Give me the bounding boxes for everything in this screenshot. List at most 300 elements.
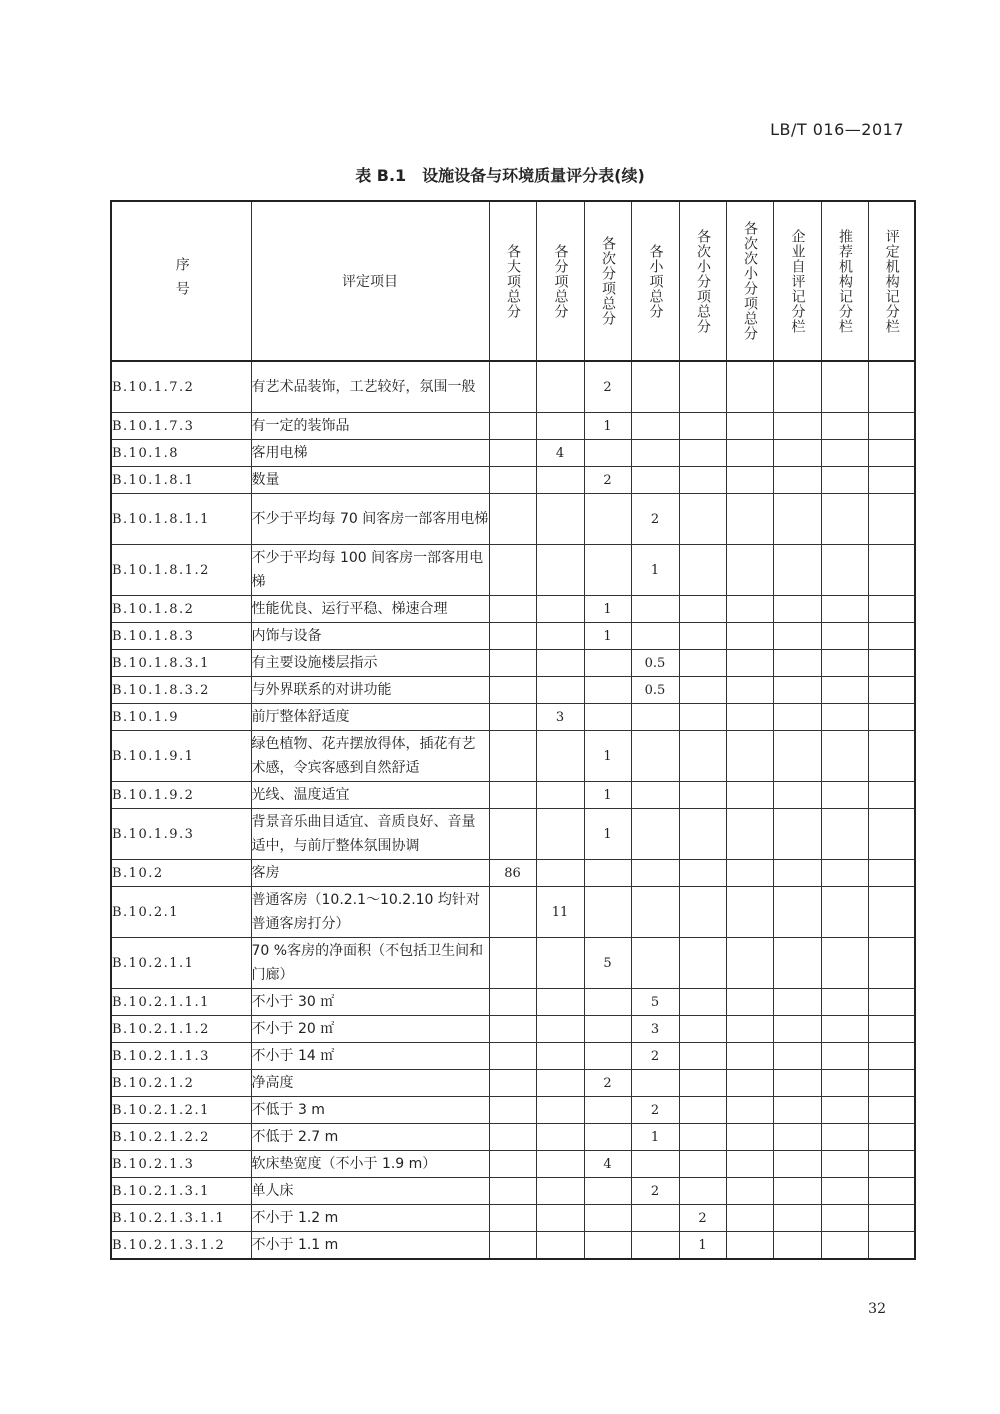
row-cell-empty [584,1232,631,1260]
row-seq: B.10.1.9 [111,704,251,731]
row-cell-empty [868,440,915,467]
row-cell-empty [868,1205,915,1232]
row-cell-empty [489,361,536,413]
row-cell-empty [773,1070,821,1097]
row-cell-empty [726,1097,773,1124]
row-seq: B.10.2.1.1.3 [111,1043,251,1070]
row-cell-empty [773,1151,821,1178]
header-col-6: 各次次小分项总分 [726,201,773,361]
row-cell-empty [536,1205,584,1232]
row-cell-empty [773,860,821,887]
row-cell-empty [584,860,631,887]
row-cell-empty [631,1151,679,1178]
row-cell-empty [631,596,679,623]
row-cell-empty [536,1124,584,1151]
row-cell-empty [868,731,915,782]
row-cell-empty [726,1043,773,1070]
row-cell-empty [679,1043,726,1070]
row-cell-empty [679,545,726,596]
table-row [111,1043,915,1070]
table-row [111,440,915,467]
row-cell-empty [868,860,915,887]
row-item: 普通客房（10.2.1～10.2.10 均针对普通客房打分） [251,887,489,938]
row-seq: B.10.1.9.1 [111,731,251,782]
row-cell-empty [821,545,868,596]
table-row [111,782,915,809]
row-score: 4 [536,440,584,467]
row-cell-empty [584,650,631,677]
row-cell-empty [821,623,868,650]
row-seq: B.10.1.8.3.2 [111,677,251,704]
row-cell-empty [584,545,631,596]
table-row [111,650,915,677]
table-row [111,1070,915,1097]
row-item: 不小于 14 ㎡ [251,1043,489,1070]
row-cell-empty [536,361,584,413]
row-cell-empty [536,989,584,1016]
row-cell-empty [584,989,631,1016]
row-cell-empty [489,782,536,809]
row-cell-empty [726,361,773,413]
row-cell-empty [773,494,821,545]
row-cell-empty [679,938,726,989]
row-cell-empty [726,887,773,938]
table-title-text: 设施设备与环境质量评分表(续) [422,166,645,185]
row-cell-empty [536,809,584,860]
row-cell-empty [868,467,915,494]
row-score: 1 [584,782,631,809]
row-cell-empty [489,704,536,731]
row-cell-empty [536,1070,584,1097]
table-row [111,1016,915,1043]
row-cell-empty [631,1232,679,1260]
row-cell-empty [726,650,773,677]
table-row [111,1151,915,1178]
row-cell-empty [679,1151,726,1178]
row-cell-empty [773,989,821,1016]
row-cell-empty [489,440,536,467]
header-seq [111,201,251,361]
row-item: 前厅整体舒适度 [251,704,489,731]
row-cell-empty [536,1043,584,1070]
table-row [111,413,915,440]
row-cell-empty [773,938,821,989]
row-cell-empty [631,731,679,782]
row-cell-empty [489,1151,536,1178]
score-table [110,200,916,1260]
row-cell-empty [773,1232,821,1260]
row-cell-empty [773,1124,821,1151]
row-seq: B.10.2.1.2.2 [111,1124,251,1151]
table-row [111,1097,915,1124]
row-item: 数量 [251,467,489,494]
row-cell-empty [631,467,679,494]
row-cell-empty [868,704,915,731]
row-cell-empty [868,1070,915,1097]
row-cell-empty [773,596,821,623]
row-cell-empty [584,494,631,545]
row-cell-empty [489,1070,536,1097]
row-score: 2 [584,361,631,413]
row-score: 1 [679,1232,726,1260]
row-seq: B.10.1.7.3 [111,413,251,440]
row-cell-empty [584,1205,631,1232]
row-cell-empty [773,704,821,731]
row-seq: B.10.2.1.3.1 [111,1178,251,1205]
row-cell-empty [868,1043,915,1070]
row-cell-empty [726,860,773,887]
row-cell-empty [773,1205,821,1232]
row-cell-empty [821,782,868,809]
table-row [111,938,915,989]
row-cell-empty [868,650,915,677]
row-cell-empty [821,1124,868,1151]
row-seq: B.10.2.1.2.1 [111,1097,251,1124]
row-cell-empty [536,677,584,704]
row-cell-empty [536,1151,584,1178]
row-cell-empty [631,361,679,413]
row-cell-empty [584,440,631,467]
row-seq: B.10.2.1.2 [111,1070,251,1097]
row-cell-empty [726,989,773,1016]
row-item: 有主要设施楼层指示 [251,650,489,677]
header-col-1: 各大项总分 [489,201,536,361]
row-cell-empty [536,650,584,677]
row-cell-empty [536,731,584,782]
row-cell-empty [868,596,915,623]
row-seq: B.10.2.1.3 [111,1151,251,1178]
row-cell-empty [773,361,821,413]
row-cell-empty [821,413,868,440]
row-seq: B.10.2.1.3.1.1 [111,1205,251,1232]
row-cell-empty [679,809,726,860]
row-cell-empty [868,938,915,989]
row-item: 客房 [251,860,489,887]
row-score: 3 [631,1016,679,1043]
row-score: 2 [584,1070,631,1097]
header-item-label: 评定项目 [342,274,398,290]
row-cell-empty [821,494,868,545]
row-seq: B.10.2.1.1 [111,938,251,989]
row-cell-empty [631,623,679,650]
row-cell-empty [536,860,584,887]
row-cell-empty [821,860,868,887]
row-cell-empty [773,1016,821,1043]
row-score: 1 [631,545,679,596]
row-score: 5 [631,989,679,1016]
row-item: 不少于平均每 70 间客房一部客用电梯 [251,494,489,545]
table-row [111,1178,915,1205]
row-item: 客用电梯 [251,440,489,467]
row-cell-empty [679,1097,726,1124]
row-cell-empty [631,887,679,938]
row-cell-empty [821,1043,868,1070]
row-seq: B.10.1.8.1 [111,467,251,494]
row-cell-empty [489,938,536,989]
row-score: 1 [584,809,631,860]
row-cell-empty [773,782,821,809]
table-row [111,467,915,494]
row-seq: B.10.2.1.3.1.2 [111,1232,251,1260]
row-cell-empty [821,467,868,494]
row-score: 11 [536,887,584,938]
row-item: 70 %客房的净面积（不包括卫生间和门廊） [251,938,489,989]
row-cell-empty [489,1232,536,1260]
row-cell-empty [679,704,726,731]
row-cell-empty [631,1205,679,1232]
row-score: 0.5 [631,650,679,677]
row-cell-empty [631,440,679,467]
row-cell-empty [489,467,536,494]
row-cell-empty [868,1151,915,1178]
row-cell-empty [536,1097,584,1124]
header-item [251,201,489,361]
row-cell-empty [821,1232,868,1260]
row-cell-empty [726,1151,773,1178]
row-cell-empty [868,623,915,650]
row-cell-empty [679,1016,726,1043]
row-cell-empty [868,809,915,860]
row-cell-empty [536,1016,584,1043]
row-cell-empty [489,1205,536,1232]
row-cell-empty [679,860,726,887]
row-score: 2 [631,1043,679,1070]
row-item: 性能优良、运行平稳、梯速合理 [251,596,489,623]
table-row [111,860,915,887]
row-cell-empty [584,704,631,731]
table-row [111,1124,915,1151]
table-row [111,731,915,782]
header-col-8: 推荐机构记分栏 [821,201,868,361]
row-seq: B.10.2.1.1.1 [111,989,251,1016]
table-row [111,596,915,623]
row-cell-empty [868,413,915,440]
row-cell-empty [584,1124,631,1151]
row-cell-empty [489,677,536,704]
row-seq: B.10.2.1.1.2 [111,1016,251,1043]
row-cell-empty [536,1178,584,1205]
header-col-2: 各分项总分 [536,201,584,361]
row-cell-empty [726,1124,773,1151]
row-seq: B.10.1.8.1.2 [111,545,251,596]
row-item: 与外界联系的对讲功能 [251,677,489,704]
row-item: 有一定的装饰品 [251,413,489,440]
row-score: 2 [631,1097,679,1124]
row-item: 不小于 1.2 m [251,1205,489,1232]
row-cell-empty [773,731,821,782]
row-cell-empty [679,467,726,494]
row-item: 背景音乐曲目适宜、音质良好、音量适中，与前厅整体氛围协调 [251,809,489,860]
header-col-5: 各次小分项总分 [679,201,726,361]
row-cell-empty [536,467,584,494]
row-seq: B.10.1.8 [111,440,251,467]
table-row [111,677,915,704]
row-cell-empty [536,494,584,545]
row-cell-empty [489,545,536,596]
row-cell-empty [773,1178,821,1205]
row-cell-empty [868,1097,915,1124]
row-cell-empty [868,1178,915,1205]
row-cell-empty [726,1016,773,1043]
row-item: 光线、温度适宜 [251,782,489,809]
table-row [111,704,915,731]
row-cell-empty [679,1070,726,1097]
row-cell-empty [868,887,915,938]
row-cell-empty [773,623,821,650]
row-cell-empty [726,494,773,545]
row-cell-empty [489,1124,536,1151]
row-item: 绿色植物、花卉摆放得体，插花有艺术感，令宾客感到自然舒适 [251,731,489,782]
row-cell-empty [773,413,821,440]
row-cell-empty [821,1151,868,1178]
row-cell-empty [679,623,726,650]
row-cell-empty [631,782,679,809]
row-cell-empty [868,361,915,413]
row-cell-empty [584,887,631,938]
row-score: 2 [679,1205,726,1232]
row-item: 不少于平均每 100 间客房一部客用电梯 [251,545,489,596]
row-cell-empty [679,413,726,440]
row-cell-empty [631,413,679,440]
table-body [111,361,915,1259]
row-cell-empty [489,494,536,545]
row-cell-empty [821,650,868,677]
row-cell-empty [489,413,536,440]
table-row [111,1205,915,1232]
row-cell-empty [868,1232,915,1260]
row-score: 1 [584,731,631,782]
row-cell-empty [679,989,726,1016]
row-cell-empty [821,809,868,860]
table-title [0,163,1000,186]
row-cell-empty [679,677,726,704]
row-item: 不小于 1.1 m [251,1232,489,1260]
row-score: 5 [584,938,631,989]
row-cell-empty [726,809,773,860]
row-cell-empty [489,989,536,1016]
row-cell-empty [536,623,584,650]
row-cell-empty [536,782,584,809]
row-cell-empty [584,1178,631,1205]
row-cell-empty [821,887,868,938]
row-item: 净高度 [251,1070,489,1097]
row-cell-empty [489,596,536,623]
row-cell-empty [679,596,726,623]
row-cell-empty [821,677,868,704]
row-cell-empty [821,731,868,782]
row-cell-empty [773,887,821,938]
row-cell-empty [631,809,679,860]
row-cell-empty [631,860,679,887]
row-item: 不低于 2.7 m [251,1124,489,1151]
row-cell-empty [868,782,915,809]
row-cell-empty [679,361,726,413]
row-cell-empty [489,731,536,782]
row-cell-empty [773,677,821,704]
row-cell-empty [868,494,915,545]
row-cell-empty [726,545,773,596]
row-score: 2 [584,467,631,494]
row-seq: B.10.2 [111,860,251,887]
row-cell-empty [489,1016,536,1043]
row-cell-empty [726,1205,773,1232]
row-item: 不小于 20 ㎡ [251,1016,489,1043]
row-score: 4 [584,1151,631,1178]
row-item: 软床垫宽度（不小于 1.9 m） [251,1151,489,1178]
row-cell-empty [821,1097,868,1124]
row-cell-empty [773,650,821,677]
table-header-row [111,201,915,361]
row-cell-empty [584,677,631,704]
row-item: 内饰与设备 [251,623,489,650]
row-score: 86 [489,860,536,887]
row-cell-empty [489,1043,536,1070]
header-seq-label: 序号 [173,257,190,305]
row-cell-empty [726,677,773,704]
row-cell-empty [679,887,726,938]
row-cell-empty [489,1178,536,1205]
row-cell-empty [821,1016,868,1043]
table-title-label: 表 B.1 [355,166,407,185]
row-score: 1 [584,596,631,623]
row-cell-empty [726,782,773,809]
row-score: 2 [631,1178,679,1205]
row-seq: B.10.1.8.1.1 [111,494,251,545]
row-cell-empty [868,1124,915,1151]
row-cell-empty [536,596,584,623]
row-cell-empty [726,938,773,989]
row-cell-empty [821,938,868,989]
table-row [111,809,915,860]
row-cell-empty [631,1070,679,1097]
row-seq: B.10.1.9.3 [111,809,251,860]
row-cell-empty [631,704,679,731]
row-cell-empty [679,440,726,467]
row-seq: B.10.2.1 [111,887,251,938]
row-cell-empty [821,1070,868,1097]
row-cell-empty [868,989,915,1016]
row-cell-empty [821,1178,868,1205]
row-cell-empty [868,545,915,596]
table-row [111,989,915,1016]
row-item: 单人床 [251,1178,489,1205]
row-cell-empty [536,938,584,989]
table-row [111,545,915,596]
row-cell-empty [726,440,773,467]
row-score: 1 [631,1124,679,1151]
row-cell-empty [536,1232,584,1260]
row-score: 0.5 [631,677,679,704]
row-cell-empty [726,1232,773,1260]
row-score: 2 [631,494,679,545]
row-seq: B.10.1.9.2 [111,782,251,809]
row-cell-empty [726,596,773,623]
row-cell-empty [584,1097,631,1124]
row-cell-empty [536,545,584,596]
row-cell-empty [726,704,773,731]
row-cell-empty [821,440,868,467]
row-seq: B.10.1.8.3 [111,623,251,650]
row-cell-empty [489,623,536,650]
row-seq: B.10.1.8.3.1 [111,650,251,677]
row-score: 1 [584,413,631,440]
row-cell-empty [868,1016,915,1043]
row-item: 不小于 30 ㎡ [251,989,489,1016]
row-cell-empty [773,1097,821,1124]
row-cell-empty [726,413,773,440]
row-cell-empty [773,1043,821,1070]
row-cell-empty [536,413,584,440]
